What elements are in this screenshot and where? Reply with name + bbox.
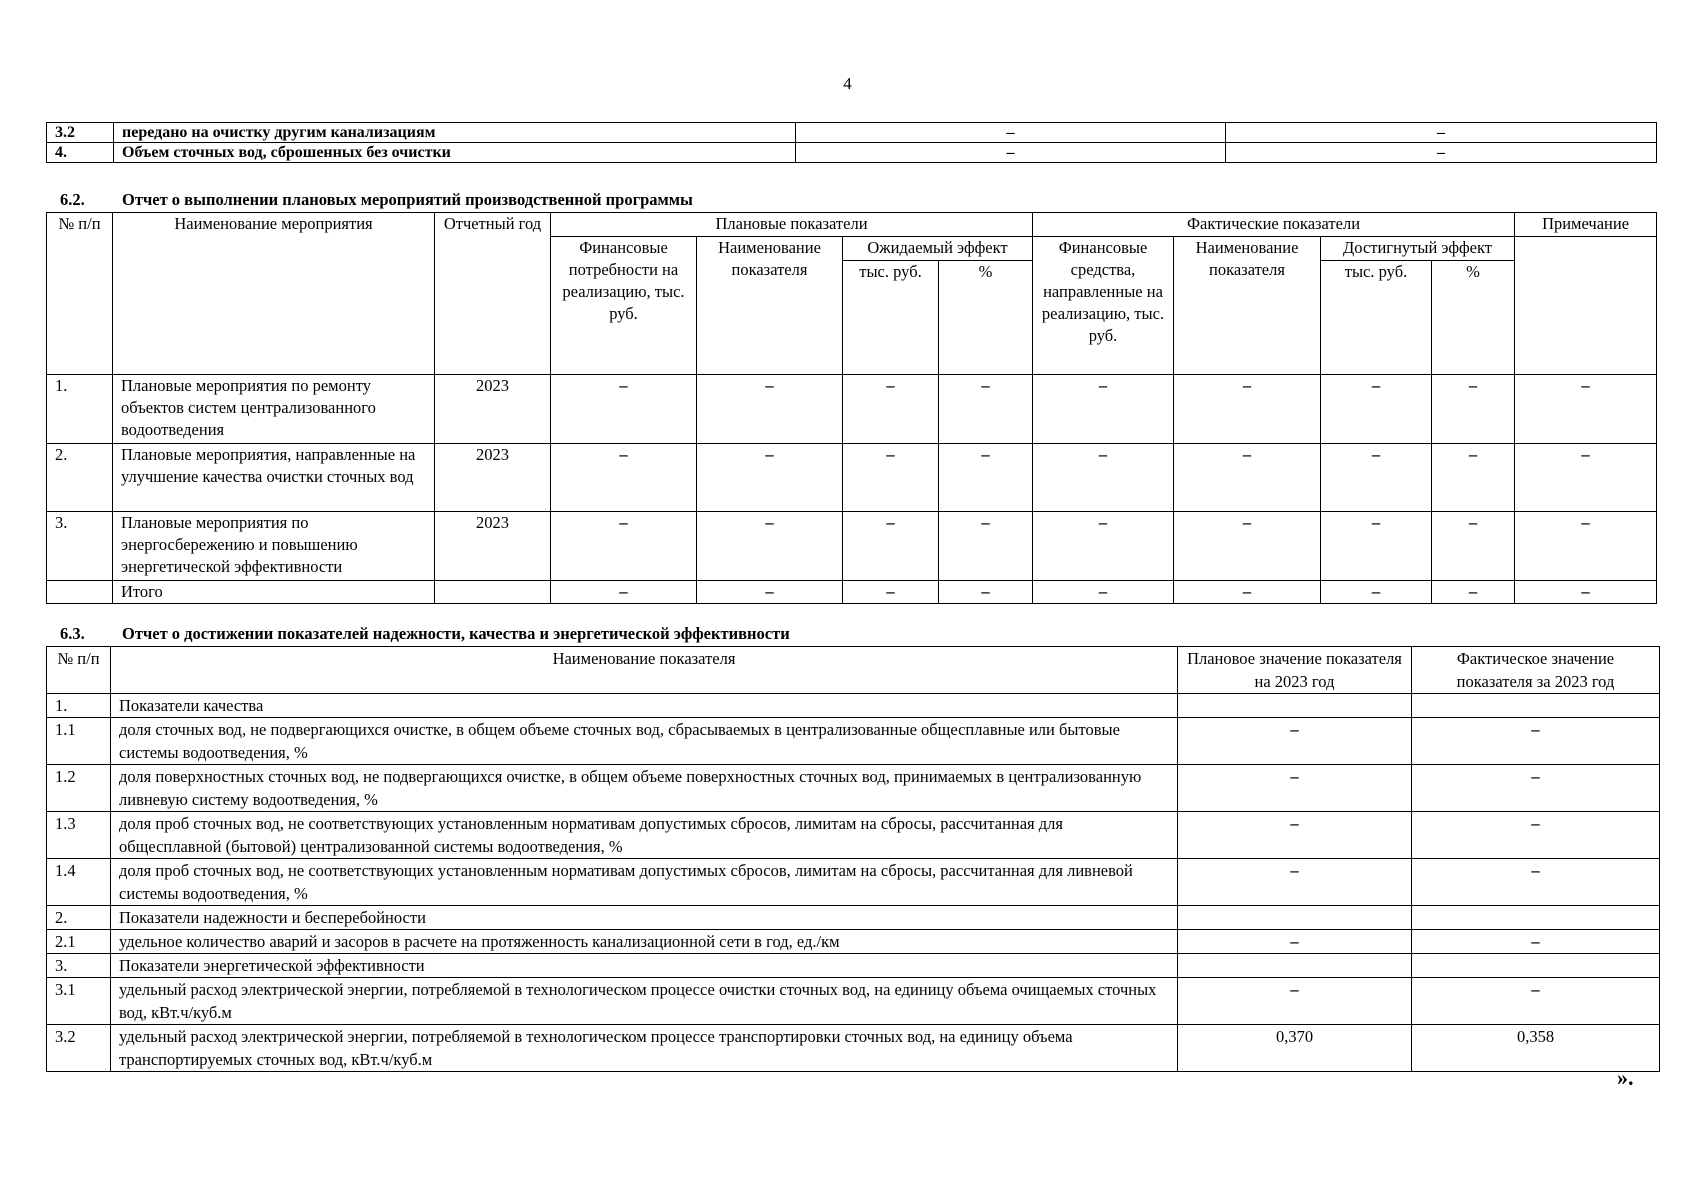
row-plan xyxy=(1178,906,1412,930)
total-cell: – xyxy=(939,581,1033,604)
table-row xyxy=(47,765,1660,812)
row-plan: – xyxy=(1178,765,1412,812)
total-cell: – xyxy=(843,581,939,604)
row-cell: – xyxy=(1432,444,1515,512)
row-plan: – xyxy=(1178,812,1412,859)
row-cell: – xyxy=(697,512,843,581)
row-number: 1.1 xyxy=(47,718,111,765)
table-row xyxy=(47,812,1660,859)
row-year: 2023 xyxy=(435,444,551,512)
section-heading-6-3 xyxy=(60,624,790,644)
section-number: 6.3. xyxy=(60,624,85,643)
row-value: – xyxy=(796,143,1226,163)
row-name: Показатели качества xyxy=(111,694,1178,718)
row-plan: – xyxy=(1178,718,1412,765)
row-year: 2023 xyxy=(435,512,551,581)
row-cell: – xyxy=(1432,512,1515,581)
row-cell: – xyxy=(939,444,1033,512)
row-cell: – xyxy=(1432,375,1515,444)
row-number: 2. xyxy=(47,906,111,930)
total-cell: – xyxy=(1515,581,1657,604)
table-row xyxy=(47,930,1660,954)
header-plan-rub: тыс. руб. xyxy=(843,261,939,375)
row-number: 4. xyxy=(47,143,114,163)
header-plan-pct: % xyxy=(939,261,1033,375)
total-label: Итого xyxy=(113,581,435,604)
row-cell: – xyxy=(1033,512,1174,581)
row-name: удельный расход электрической энергии, потребляемой в технологическом процессе очистки сточных вод, на единицу объема очищаемых сточных вод, кВт.ч/куб.м xyxy=(111,978,1178,1025)
row-name: удельный расход электрической энергии, потребляемой в технологическом процессе транспортировки сточных вод, на единицу объема транспортируемых сточных вод, кВт.ч/куб.м xyxy=(111,1025,1178,1072)
row-fact: 0,358 xyxy=(1412,1025,1660,1072)
row-fact: – xyxy=(1412,765,1660,812)
section-title: Отчет о достижении показателей надежности, качества и энергетической эффективности xyxy=(122,624,790,643)
header-planned: Плановые показатели xyxy=(551,213,1033,237)
header-fact-pct: % xyxy=(1432,261,1515,375)
total-cell: – xyxy=(1033,581,1174,604)
table-row xyxy=(47,694,1660,718)
row-number: 1. xyxy=(47,694,111,718)
header-plan-name: Наименование показателя xyxy=(697,237,843,375)
row-number: 1.3 xyxy=(47,812,111,859)
row-cell: – xyxy=(551,512,697,581)
row-cell: – xyxy=(939,512,1033,581)
row-number: 1.2 xyxy=(47,765,111,812)
total-year-blank xyxy=(435,581,551,604)
row-cell: – xyxy=(1174,375,1321,444)
table-row xyxy=(47,444,1657,512)
total-number-blank xyxy=(47,581,113,604)
row-cell: – xyxy=(939,375,1033,444)
row-fact: – xyxy=(1412,812,1660,859)
section-title: Отчет о выполнении плановых мероприятий производственной программы xyxy=(122,190,693,209)
row-name: доля поверхностных сточных вод, не подвергающихся очистке, в общем объеме поверхностных сточных вод, принимаемых в централизованную ливневую систему водоотведения, % xyxy=(111,765,1178,812)
row-fact: – xyxy=(1412,859,1660,906)
header-fact-name: Наименование показателя xyxy=(1174,237,1321,375)
row-name: Плановые мероприятия по энергосбережению и повышению энергетической эффективности xyxy=(113,512,435,581)
header-fact-fin: Финансовые средства, направленные на реализацию, тыс. руб. xyxy=(1033,237,1174,375)
row-fact xyxy=(1412,906,1660,930)
row-value: – xyxy=(1226,143,1657,163)
indicators-table xyxy=(46,646,1660,1072)
row-cell: – xyxy=(1515,444,1657,512)
header-num: № п/п xyxy=(47,213,113,375)
header-plan-effect: Ожидаемый эффект xyxy=(843,237,1033,261)
row-fact xyxy=(1412,954,1660,978)
row-number: 3.2 xyxy=(47,123,114,143)
row-cell: – xyxy=(1033,444,1174,512)
table-row xyxy=(47,1025,1660,1072)
row-plan: – xyxy=(1178,859,1412,906)
row-name: Показатели надежности и бесперебойности xyxy=(111,906,1178,930)
row-value: – xyxy=(796,123,1226,143)
water-volume-table xyxy=(46,122,1657,163)
row-name: удельное количество аварий и засоров в расчете на протяженность канализационной сети в год, ед./км xyxy=(111,930,1178,954)
header-note: Примечание xyxy=(1515,213,1657,237)
row-year: 2023 xyxy=(435,375,551,444)
table-row xyxy=(47,512,1657,581)
row-number: 3.2 xyxy=(47,1025,111,1072)
row-cell: – xyxy=(1033,375,1174,444)
row-fact xyxy=(1412,694,1660,718)
header-name: Наименование мероприятия xyxy=(113,213,435,375)
row-name: Объем сточных вод, сброшенных без очистки xyxy=(114,143,796,163)
row-cell: – xyxy=(1321,375,1432,444)
row-cell: – xyxy=(551,444,697,512)
row-fact: – xyxy=(1412,718,1660,765)
row-cell: – xyxy=(697,444,843,512)
row-name: Плановые мероприятия, направленные на улучшение качества очистки сточных вод xyxy=(113,444,435,512)
closing-quote-mark: ». xyxy=(1617,1065,1634,1090)
table-row xyxy=(47,143,1657,163)
section-heading-6-2 xyxy=(60,190,693,210)
table-row xyxy=(47,954,1660,978)
row-cell: – xyxy=(1321,512,1432,581)
planned-activities-table xyxy=(46,212,1657,604)
header-note-blank xyxy=(1515,237,1657,375)
total-cell: – xyxy=(697,581,843,604)
row-cell: – xyxy=(1515,512,1657,581)
row-number: 3. xyxy=(47,954,111,978)
row-cell: – xyxy=(551,375,697,444)
header-year: Отчетный год xyxy=(435,213,551,375)
total-cell: – xyxy=(1174,581,1321,604)
row-plan xyxy=(1178,954,1412,978)
section-number: 6.2. xyxy=(60,190,85,209)
row-plan: – xyxy=(1178,930,1412,954)
row-plan xyxy=(1178,694,1412,718)
row-name: передано на очистку другим канализациям xyxy=(114,123,796,143)
row-value: – xyxy=(1226,123,1657,143)
row-cell: – xyxy=(1515,375,1657,444)
table-row xyxy=(47,859,1660,906)
row-name: Плановые мероприятия по ремонту объектов систем централизованного водоотведения xyxy=(113,375,435,444)
header-plan-fin: Финансовые потребности на реализацию, тыс. руб. xyxy=(551,237,697,375)
header-name: Наименование показателя xyxy=(111,647,1178,694)
table-row xyxy=(47,978,1660,1025)
table-row xyxy=(47,718,1660,765)
total-cell: – xyxy=(1321,581,1432,604)
total-cell: – xyxy=(551,581,697,604)
row-plan: – xyxy=(1178,978,1412,1025)
row-name: Показатели энергетической эффективности xyxy=(111,954,1178,978)
header-num: № п/п xyxy=(47,647,111,694)
row-cell: – xyxy=(1174,444,1321,512)
row-number: 3. xyxy=(47,512,113,581)
row-cell: – xyxy=(843,375,939,444)
header-plan: Плановое значение показателя на 2023 год xyxy=(1178,647,1412,694)
total-cell: – xyxy=(1432,581,1515,604)
row-name: доля сточных вод, не подвергающихся очистке, в общем объеме сточных вод, сбрасываемых в централизованные общесплавные или бытовые системы водоотведения, % xyxy=(111,718,1178,765)
header-fact: Фактическое значение показателя за 2023 год xyxy=(1412,647,1660,694)
row-number: 1. xyxy=(47,375,113,444)
row-name: доля проб сточных вод, не соответствующих установленным нормативам допустимых сбросов, лимитам на сбросы, рассчитанная для ливневой системы водоотведения, % xyxy=(111,859,1178,906)
table-row xyxy=(47,375,1657,444)
row-cell: – xyxy=(1174,512,1321,581)
row-number: 2.1 xyxy=(47,930,111,954)
row-fact: – xyxy=(1412,930,1660,954)
row-cell: – xyxy=(843,512,939,581)
page-number: 4 xyxy=(843,74,852,93)
row-number: 2. xyxy=(47,444,113,512)
row-name: доля проб сточных вод, не соответствующих установленным нормативам допустимых сбросов, лимитам на сбросы, рассчитанная для общесплавной (бытовой) централизованной системы водоотведения, % xyxy=(111,812,1178,859)
table-row xyxy=(47,123,1657,143)
row-cell: – xyxy=(843,444,939,512)
header-fact-effect: Достигнутый эффект xyxy=(1321,237,1515,261)
header-actual: Фактические показатели xyxy=(1033,213,1515,237)
header-fact-rub: тыс. руб. xyxy=(1321,261,1432,375)
row-cell: – xyxy=(697,375,843,444)
row-number: 1.4 xyxy=(47,859,111,906)
row-plan: 0,370 xyxy=(1178,1025,1412,1072)
total-row xyxy=(47,581,1657,604)
row-number: 3.1 xyxy=(47,978,111,1025)
table-row xyxy=(47,906,1660,930)
row-fact: – xyxy=(1412,978,1660,1025)
row-cell: – xyxy=(1321,444,1432,512)
